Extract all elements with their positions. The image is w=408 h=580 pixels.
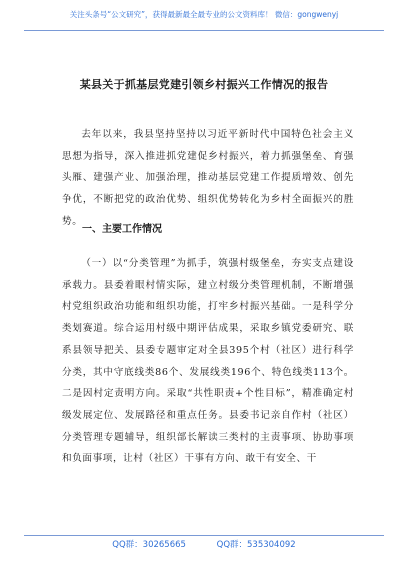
header-notice: 关注头条号“公文研究”，获得最新最全最专业的公文资料库！ 微信：gongwenyj: [69, 10, 339, 19]
footer-divider: [24, 535, 384, 536]
document-title: 某县关于抓基层党建引领乡村振兴工作情况的报告: [79, 78, 329, 91]
section-heading: 一、主要工作情况: [82, 224, 162, 235]
intro-paragraph: 去年以来，我县坚持坚持以习近平新时代中国特色社会主义思想为指导，深入推进抓党建促乡村振兴，着力抓强堡垒、育强头雁、建强产业、加强治理，推动基层党建工作提质增效、创先争优，不断把党的政治优势、组织优势转化为乡村全面振兴的胜势。: [62, 129, 354, 227]
header-banner: [0, 0, 408, 30]
footer-qq-group-1: QQ群：30265665: [112, 540, 186, 550]
footer: [0, 538, 408, 550]
footer-qq-group-2: QQ群：535304092: [216, 540, 296, 550]
body-paragraph: （一）以“分类管理”为抓手，筑强村级堡垒，夯实支点建设承载力。县委着眼村情实际，建立村级分类管理机制，不断增强村党组织政治功能和组织功能，打牢乡村振兴基础。一是科学分类划赛道。综合运用村级中期评估成果，采取乡镇党委研究、联系县领导把关、县委专题审定对全县395个村（社区）进行科学分类，其中守底线类86个、发展线类196个、特色线类113个。二是因村定责明方向。采取“共性职责+个性目标”，精准确定村级发展定位、发展路径和重点任务。县委书记亲自作村（社区）分类管理专题辅导，组织部长解读三类村的主责事项、协助事项和负面事项，让村（社区）干事有方向、敢干有安全、干: [62, 258, 354, 465]
header-divider: [24, 30, 384, 31]
